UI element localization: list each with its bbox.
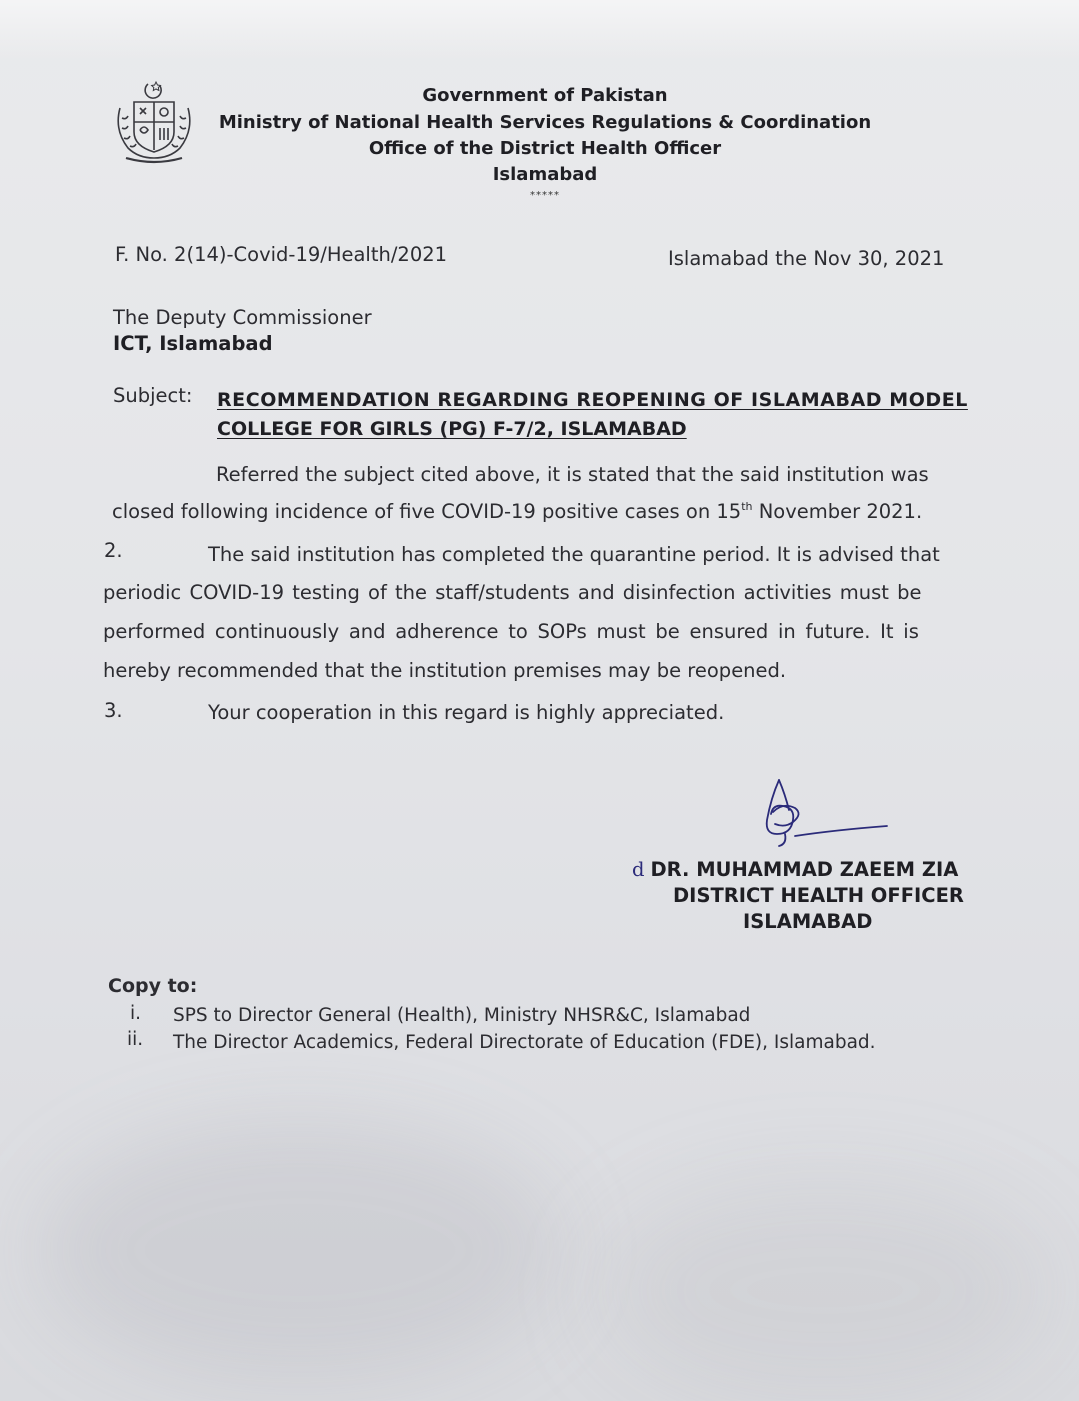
para2-number: 2.	[104, 539, 123, 562]
initials-mark: d	[632, 858, 645, 881]
para1-line2-date: November 2021.	[752, 500, 923, 523]
letterhead-government: Government of Pakistan	[422, 85, 668, 106]
ordinal-suffix: th	[741, 500, 753, 513]
handwritten-signature	[755, 772, 895, 858]
paper-shadow	[40, 1120, 560, 1380]
para2-line3: performed continuously and adherence to SOPs must be ensured in future. It is	[103, 620, 919, 643]
paper-highlight	[0, 0, 1079, 60]
letterhead-office: Office of the District Health Officer	[368, 138, 722, 159]
copy-item-1-text: SPS to Director General (Health), Ministry NHSR&C, Islamabad	[173, 1005, 751, 1026]
para2-line1: The said institution has completed the quarantine period. It is advised that	[208, 543, 940, 566]
letterhead-stars: *****	[530, 190, 560, 201]
file-number: F. No. 2(14)-Covid-19/Health/2021	[115, 243, 448, 266]
para3-number: 3.	[104, 699, 123, 722]
para3-line1: Your cooperation in this regard is highly appreciated.	[208, 701, 725, 724]
para2-line2: periodic COVID-19 testing of the staff/students and disinfection activities must be	[103, 581, 922, 604]
copy-item-2-text: The Director Academics, Federal Directorate of Education (FDE), Islamabad.	[173, 1032, 876, 1053]
copy-item-1-number: i.	[130, 1003, 142, 1024]
place-date: Islamabad the Nov 30, 2021	[668, 247, 945, 270]
subject-label: Subject:	[113, 384, 193, 407]
paper-shadow	[600, 1180, 1050, 1400]
subject-line-2: COLLEGE FOR GIRLS (PG) F-7/2, ISLAMABAD	[217, 418, 687, 440]
signatory-title: DISTRICT HEALTH OFFICER	[673, 884, 964, 907]
copy-to-heading: Copy to:	[108, 975, 198, 997]
subject-line-1: RECOMMENDATION REGARDING REOPENING OF ISLAMABAD MODEL	[217, 389, 968, 411]
signatory-name-text: DR. MUHAMMAD ZAEEM ZIA	[650, 858, 959, 881]
addressee-location: ICT, Islamabad	[113, 332, 273, 355]
signatory-place: ISLAMABAD	[743, 910, 873, 933]
para1-line2-text: closed following incidence of five COVID-19 positive cases on 15	[112, 500, 742, 523]
para1-line2	[112, 500, 922, 523]
addressee-title: The Deputy Commissioner	[113, 306, 372, 329]
letterhead-city: Islamabad	[492, 164, 598, 185]
state-emblem-icon	[112, 78, 196, 166]
para1-line1: Referred the subject cited above, it is stated that the said institution was	[216, 463, 929, 486]
letterhead-ministry: Ministry of National Health Services Regulations & Coordination	[218, 112, 872, 133]
signatory-name	[632, 858, 958, 881]
copy-item-2-number: ii.	[127, 1029, 144, 1050]
para2-line4: hereby recommended that the institution premises may be reopened.	[103, 659, 787, 682]
